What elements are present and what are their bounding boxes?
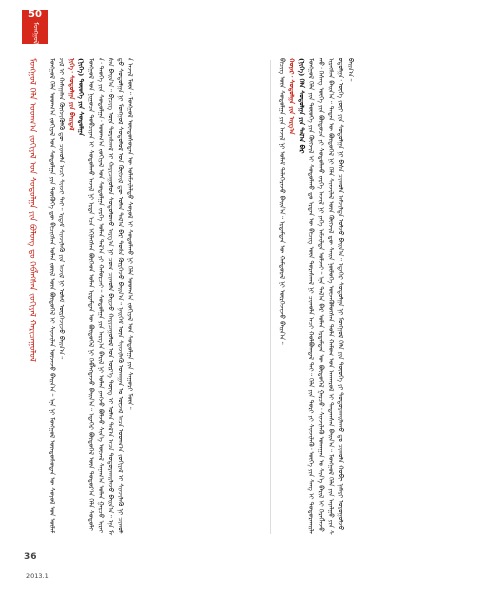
issue-number: 2013.1 — [26, 572, 49, 580]
column-1-paragraph-2: ᠮᠣᠩᠭᠣᠯ ᠤᠨ ᠨᠢᠭᠤᠴᠠ ᠲᠣᠪᠴᠢᠶᠠᠨ ᠢ ᠰᠤᠳᠤᠯᠬᠤ ᠠᠵᠢᠯ ᠨᠢ ᠡᠷᠲᠡ ᠡᠴᠡ ᠡᠬᠢᠯᠡᠭᠰᠡᠨ ᠪᠥᠭᠡᠳ ᠣᠯᠠᠨ ᠡᠷᠳᠡᠮᠲᠡᠨ ᠦ ᠪᠦᠲᠦᠭᠡᠯ ᠨᠢ ᠬᠡᠪᠯᠡᠭᠳᠡᠵᠦ ᠪᠠᠢᠨ᠎ᠠ᠃ ᠡᠳᠡᠭᠡᠷ ᠪᠦᠲᠦᠭᠡᠯ ᠦᠨ ᠳᠣᠲᠣᠷ᠎ᠠ ᠬᠡᠯᠡ ᠰᠤᠳᠤᠯᠭᠠ᠂ ᠲᠡᠦᠬᠡ ᠶᠢᠨ ᠰᠤᠳᠤᠯᠭᠠ᠂ ᠤᠳᠬ᠎ᠠ ᠵᠣᠬᠢᠶᠠᠯ ᠤᠨ ᠰᠤᠳᠤᠯᠭᠠ ᠵᠡᠷᠭᠡ ᠣᠯᠠᠨ ᠲᠠᠯ᠎ᠠ ᠶᠢ ᠬᠠᠮᠤᠷᠴᠠᠢ᠃ ᠰᠤᠳᠤᠯᠭᠠ ᠶᠢᠨ ᠠᠷᠭ᠎ᠠ ᠪᠠᠷᠢᠯ ᠨᠢ ᠣᠯᠠᠨ ᠶᠠᠩᠵᠤ ᠪᠣᠯᠵᠤ ᠰᠢᠨ᠎ᠡ ᠦᠵᠡᠯ ᠰᠠᠨᠠᠭ᠎ᠠ ᠣᠯᠠᠨ ᠭᠠᠷᠴᠤ ᠢᠷᠡᠭᠰᠡᠨ ᠪᠠᠢᠨ᠎ᠠ᠃ ᠪᠢᠴᠢᠭ ᠦᠨ ᠳᠤᠷᠠᠰᠬᠠᠯ ᠢ ᠬᠠᠷᠢᠴᠠᠭᠤᠯᠤᠨ ᠰᠤᠳᠤᠯᠤᠬᠤ ᠠᠷᠭ᠎ᠠ ᠨᠢ ᠴᠤᠭ ᠴᠢᠬᠤᠯᠠ ᠪᠠᠢᠵᠤ ᠬᠠᠷᠢᠴᠠᠭᠤᠯᠤᠯ ᠤᠨ ᠦᠷ᠎ᠡ ᠳᠦᠩ ᠢ ᠣᠯᠠᠨ ᠲᠠᠯ᠎ᠠ ᠠᠴᠠ ᠲᠣᠳᠤᠷᠬᠠᠢᠯᠠᠵᠤ ᠪᠠᠢᠨ᠎ᠠ᠃ ᠡᠨᠡ ᠮᠡᠲᠦ ᠰᠤᠳᠤᠯᠭᠠ ᠨᠢ ᠮᠣᠩᠭᠣᠯ ᠰᠤᠳᠤᠯᠤᠯ ᠤᠨ ᠬᠥᠭᠵᠢᠯ ᠳᠦ ᠣᠯᠠᠨ ᠲᠠᠯ᠎ᠠ ᠪᠠᠷ ᠲᠤᠰᠠ ᠬᠦᠷᠭᠡᠵᠦ ᠪᠠᠢᠨ᠎ᠠ᠃ ᠨᠡᠢᠭᠡᠮ ᠦᠨ ᠰᠢᠨᠵᠢᠯᠡᠬᠦ ᠤᠬᠠᠭᠠᠨ ᠤ ᠦᠵᠡᠯ ᠠᠴᠠ ᠤᠳᠬ᠎ᠠ ᠵᠣᠬᠢᠶᠠᠯ ᠢ ᠰᠢᠨᠵᠢᠯᠡᠬᠦ ᠨᠢ ᠴᠢᠬᠤᠯᠠ ᠠᠵᠢᠯ ᠮᠥᠨ᠃ ᠮᠣᠩᠭᠣᠯ ᠦᠨᠳᠦᠰᠦᠲᠡᠨ ᠦ ᠤᠯᠠᠮᠵᠢᠯᠠᠯᠲᠤ ᠰᠣᠶᠣᠯ ᠢ ᠰᠤᠳᠤᠯᠬᠤ ᠨᠢ ᠬᠡᠯᠡ ᠤᠳᠬ᠎ᠠ ᠵᠣᠬᠢᠶᠠᠯ ᠤᠨ ᠰᠤᠳᠤᠯᠭᠠ ᠶᠢᠨ ᠰᠠᠭᠤᠷᠢ ᠮᠥᠨ᠃ — [86, 58, 135, 535]
text-column-1 — [46, 58, 270, 536]
column-2-subheading: (ᠨᠢᠭᠡ) ᠬᠡᠯᠡ ᠰᠤᠳᠤᠯᠭᠠ ᠶᠢᠨ ᠲᠠᠯ᠎ᠠ ᠪᠠᠷ — [297, 58, 306, 154]
article-title: ᠮᠣᠩᠭᠣᠯ ᠬᠡᠯᠡ ᠤᠳᠬ᠎ᠠ ᠵᠣᠬᠢᠶᠠᠯ ᠤᠨ ᠰᠤᠳᠤᠯᠭᠠ ᠶᠢᠨ ᠪᠤᠯᠤᠩ ᠳᠤ ᠬᠡᠪᠯᠡᠭᠰᠡᠨ ᠵᠣᠬᠢᠶᠠᠯ ᠬᠠᠷᠢᠴᠠᠭᠤᠯᠤᠯ — [27, 58, 37, 362]
column-divider — [270, 60, 271, 534]
column-1-section-heading: ᠨᠢᠭᠡ᠂ ᠰᠤᠳᠤᠯᠭᠠ ᠶᠢᠨ ᠪᠠᠢᠳᠠᠯ — [67, 58, 76, 131]
column-2-section-heading: ᠬᠣᠶᠠᠷ᠂ ᠰᠤᠳᠤᠯᠭᠠ ᠶᠢᠨ ᠠᠷᠭ᠎ᠠ — [287, 58, 296, 135]
section-number: 50 — [28, 8, 42, 20]
column-1-subheading: (ᠨᠢᠭᠡ) ᠲᠦᠦᠬᠡ ᠶᠢᠨ ᠰᠤᠳᠤᠯᠭᠠ — [77, 58, 86, 136]
column-2-paragraph-2: ᠮᠣᠩᠭᠣᠯ ᠬᠡᠯᠡ ᠶᠢᠨ ᠲᠦᠦᠬᠡ ᠶᠢᠨ ᠬᠥᠭᠵᠢᠯ ᠢ ᠰᠤᠳᠤᠯᠬᠤ ᠳᠤ ᠡᠷᠲᠡᠨ ᠦ ᠪᠢᠴᠢᠭ ᠦᠨ ᠳᠤᠷᠠᠰᠬᠠᠯ ᠨᠢ ᠴᠢᠬᠤᠯᠠ ᠠᠴᠢ ᠬᠣᠯᠪᠣᠭᠳᠠᠯ ᠲᠠᠢ᠃ ᠬᠡᠯᠡ ᠶᠢᠨ ᠳᠣᠷᠢ ᠶᠢ ᠰᠢᠨᠵᠢᠯᠡᠬᠦ᠂ ᠦᠭᠡ ᠶᠢᠨ ᠰᠠᠩ ᠢ ᠲᠣᠳᠤᠷᠬᠠᠢᠯᠠᠬᠤ᠂ ᠭᠡᠰᠡᠭ ᠦᠭᠡ ᠶᠢᠨ ᠪᠦᠲᠦᠴᠡ ᠶᠢ ᠰᠤᠳᠤᠯᠬᠤ ᠵᠡᠷᠭᠡ ᠠᠵᠢᠯ ᠨᠢ ᠶᠡᠬᠡ ᠠᠮᠵᠢᠯᠲᠠ ᠣᠯᠵᠠᠢ᠃ ᠡᠨᠡ ᠲᠠᠯ᠎ᠠ ᠪᠠᠷ ᠣᠯᠠᠨ ᠡᠷᠳᠡᠮᠲᠡᠨ ᠦ ᠪᠦᠲᠦᠭᠡᠯ ᠭᠠᠷᠴᠤ᠂ ᠰᠢᠨᠵᠢᠯᠡᠬᠦ ᠤᠬᠠᠭᠠᠨ ᠤ ᠰᠢᠨ᠎ᠡ ᠪᠠᠷᠢᠯ ᠢ ᠬᠡᠷᠡᠭᠯᠡᠵᠦ ᠢᠷᠡᠭᠰᠡᠨ ᠪᠠᠢᠨ᠎ᠠ᠃ ᠲᠡᠳᠡᠨ ᠦ ᠪᠦᠲᠦᠭᠡᠯ ᠨᠢ ᠬᠡᠯᠡ ᠰᠢᠨᠵᠢᠯᠡᠯ ᠦᠨ ᠬᠥᠭᠵᠢᠯ ᠳᠦ ᠰᠠᠢᠨ ᠨᠥᠯᠦᠭᠡ ᠦᠵᠡᠭᠦᠯᠦᠭᠰᠡᠨ ᠲᠤᠯᠠ ᠬᠠᠮᠤᠭ ᠤᠨ ᠠᠨᠬᠠᠷᠤᠯ ᠢ ᠲᠠᠲᠠᠭᠰᠠᠨ ᠪᠠᠢᠨ᠎ᠠ᠃ ᠮᠣᠩᠭᠣᠯ ᠬᠡᠯᠡ ᠶᠢᠨ ᠠᠶᠠᠯᠭᠤ ᠶᠢᠨ ᠰᠤᠳᠤᠯᠭᠠ᠂ ᠦᠭᠡ ᠵᠦᠢ ᠶᠢᠨ ᠰᠤᠳᠤᠯᠭᠠ ᠨᠢ ᠪᠠᠰᠠ ᠴᠢᠬᠤᠯᠠ ᠠᠮᠵᠢᠯᠲᠠ ᠣᠯᠵᠤ ᠪᠠᠢᠨ᠎ᠠ᠃ ᠡᠳᠡᠭᠡᠷ ᠰᠤᠳᠤᠯᠭᠠ ᠨᠢ ᠮᠣᠩᠭᠣᠯ ᠬᠡᠯᠡ ᠶᠢᠨ ᠲᠦᠦᠬᠡ ᠶᠢ ᠲᠣᠳᠤᠷᠬᠠᠢᠯᠠᠬᠤ ᠳᠤ ᠴᠢᠬᠤᠯᠠ ᠬᠤᠪᠢ ᠨᠡᠮᠡᠷᠢ ᠣᠷᠣᠭᠤᠯᠵᠤ ᠪᠠᠢᠨ᠎ᠠ᠃ — [307, 58, 355, 535]
column-1-paragraph-1: ᠮᠣᠩᠭᠣᠯ ᠬᠡᠯᠡ ᠤᠳᠬ᠎ᠠ ᠵᠣᠬᠢᠶᠠᠯ ᠤᠨ ᠰᠤᠳᠤᠯᠭᠠ ᠶᠢᠨ ᠲᠦᠬᠦᠬᠡ ᠳᠦ ᠪᠢᠴᠢᠭᠰᠡᠨ ᠣᠯᠠᠨ ᠵᠦᠢᠯ ᠦᠨ ᠪᠦᠲᠦᠭᠡᠯ ᠢ ᠰᠢᠨᠵᠢᠯᠡᠨ ᠦᠵᠡᠵᠦ ᠪᠠᠢᠨ᠎ᠠ᠃ ᠡᠨᠡ ᠨᠢ ᠮᠣᠩᠭᠣᠯ ᠦᠨᠳᠦᠰᠦᠲᠡᠨ ᠦ ᠰᠣᠶᠣᠯ ᠤᠨ ᠦᠯᠡᠮᠵᠢᠯ ᠢ ᠬᠠᠮᠠᠭᠠᠯᠠᠨ ᠬᠥᠭᠵᠢᠭᠦᠯᠬᠦ ᠳᠦ ᠴᠢᠬᠤᠯᠠ ᠠᠴᠢ ᠱᠢᠨᠵᠢ ᠲᠠᠢ᠃ ᠡᠷᠳᠡᠮ ᠰᠢᠨᠵᠢᠯᠡᠬᠦ ᠶᠢᠨ ᠠᠵᠢᠯ ᠨᠢ ᠤᠯᠠᠮ ᠥᠷᠭᠡᠵᠢᠵᠦ ᠪᠠᠢᠨ᠎ᠠ᠃ — [47, 58, 66, 533]
text-column-2 — [276, 58, 466, 536]
column-2-paragraph-1: ᠪᠢᠴᠢᠭ ᠦᠨ ᠰᠤᠳᠤᠯᠭᠠ ᠶᠢᠨ ᠠᠵᠢᠯ ᠨᠢ ᠤᠯᠠᠮ ᠳᠡᠯᠡᠭᠡᠷᠡᠵᠦ ᠪᠠᠢᠨ᠎ᠠ᠃ ᠡᠷᠳᠡᠮᠲᠡᠨ ᠦ ᠬᠠᠮᠲᠤᠷᠠᠯ ᠨᠢ ᠥᠷᠭᠡᠵᠢᠵᠦ ᠪᠠᠢᠨ᠎ᠠ᠃ — [277, 58, 286, 345]
section-badge — [22, 10, 48, 44]
section-title: ᠮᠣᠩᠭᠣᠯ — [31, 21, 40, 45]
page-footer — [24, 544, 64, 582]
page-number: 36 — [24, 552, 37, 562]
